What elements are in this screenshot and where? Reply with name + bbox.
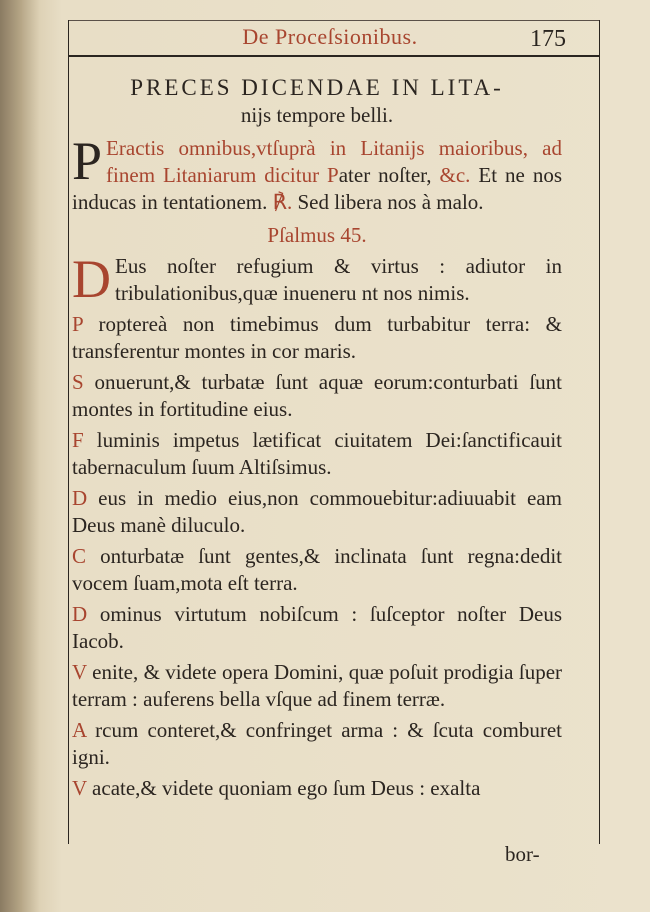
verse-initial: D [72,486,88,510]
prayer-title: PRECES DICENDAE IN LITA- [130,75,504,100]
top-rule [68,55,600,57]
psalm-title: Pſalmus 45. [267,223,367,247]
verse-6 [72,543,562,597]
verse-2 [72,311,562,365]
pater-text: ater noſter, [338,163,432,187]
page-number: 175 [530,26,566,52]
response-sign: ℟. [272,190,293,214]
verse-text: onuerunt,& turbatæ ſunt aquæ eorum:conturbati ſunt montes in fortitudine eius. [72,370,563,421]
verse-initial: C [72,544,87,568]
running-head: De Proceſsionibus. [242,24,418,49]
verse-text: rcum conteret,& confringet arma : & ſcuta comburet igni. [72,718,562,769]
intro-response: Sed libera nos à malo. [297,190,484,214]
verse-text: eus in medio eius,non commouebitur:adiuuabit eam Deus manè diluculo. [72,486,562,537]
verse-1 [72,249,562,309]
verse-initial: S [72,370,84,394]
verse-10 [72,775,562,802]
verse-text: enite, & videte opera Domini, quæ poſuit prodigia ſuper terram : auferens bella vſque ad finem terræ. [72,660,563,711]
intro-rubric: Eractis omnibus,vtſuprà in Litanijs maioribus, ad finem Litaniarum dicitur [106,136,562,187]
book-gutter [0,0,22,912]
verse-initial: V [72,776,87,800]
verse-initial: V [72,660,87,684]
verse-5 [72,485,562,539]
etc-mark: &c. [439,163,471,187]
verse-text: ominus virtutum nobiſcum : ſuſceptor noſter Deus Iacob. [72,602,562,653]
verse-initial: D [72,602,88,626]
verse-8 [72,659,562,713]
verse-text: acate,& videte quoniam ego ſum Deus : exalta [92,776,481,800]
verse-initial: A [72,718,87,742]
verse-7 [72,601,562,655]
prayer-title-continuation: nijs tempore belli. [240,103,394,127]
intro-drop-cap: P [72,131,103,191]
verse-3 [72,369,562,423]
verse-drop-cap: D [72,249,111,309]
verse-initial: P [72,312,83,336]
page-content [72,74,562,806]
verse-text: Eus noſter refugium & virtus : adiutor in tribulationibus,quæ inueneru nt nos nimis. [115,254,562,305]
verse-4 [72,427,562,481]
catchword: bor- [505,842,540,866]
intro-versicle: Et ne nos inducas in tentationem. [72,163,562,214]
intro-paragraph [72,131,562,216]
verse-9 [72,717,562,771]
verse-text: roptereà non timebimus dum turbabitur terra: & transferentur montes in cor maris. [72,312,562,363]
verse-text: onturbatæ ſunt gentes,& inclinata ſunt regna:dedit vocem ſuam,mota eſt terra. [72,544,562,595]
verse-text: luminis impetus lætificat ciuitatem Dei:ſanctificauit tabernaculum ſuum Altiſsimus. [72,428,563,479]
verse-initial: F [72,428,84,452]
pater-initial: P [327,163,339,187]
